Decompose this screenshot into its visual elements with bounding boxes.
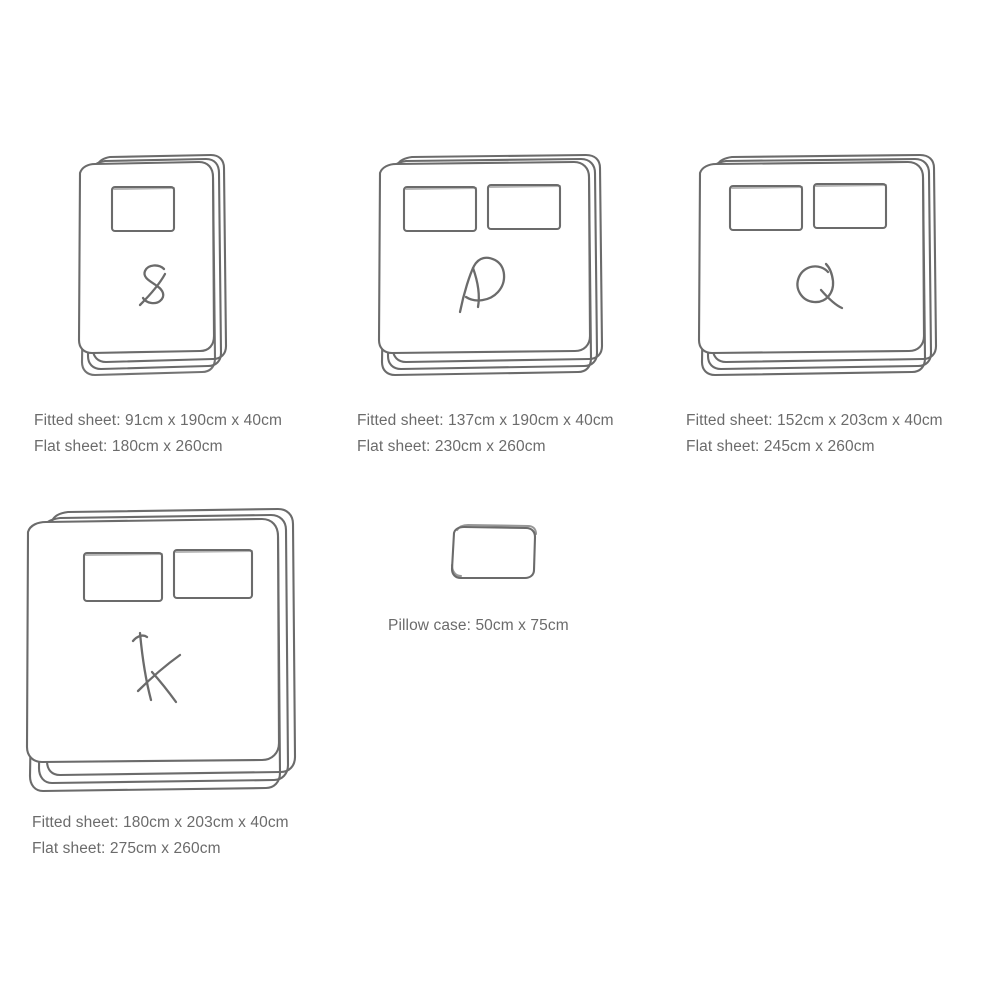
caption-double — [357, 408, 614, 460]
caption-line: Pillow case: 50cm x 75cm — [388, 617, 569, 634]
king-bed-drawing — [10, 495, 310, 795]
caption-line: Fitted sheet: 180cm x 203cm x 40cm — [32, 814, 289, 831]
caption-line: Flat sheet: 180cm x 260cm — [34, 438, 223, 455]
caption-line: Fitted sheet: 152cm x 203cm x 40cm — [686, 412, 943, 429]
caption-queen — [686, 408, 943, 460]
single-bed-drawing — [60, 140, 240, 385]
bed-illustration-double — [360, 140, 620, 385]
double-bed-drawing — [360, 140, 620, 385]
caption-line: Fitted sheet: 137cm x 190cm x 40cm — [357, 412, 614, 429]
caption-line: Fitted sheet: 91cm x 190cm x 40cm — [34, 412, 282, 429]
bed-illustration-single — [60, 140, 240, 385]
caption-line: Flat sheet: 245cm x 260cm — [686, 438, 875, 455]
caption-line: Flat sheet: 275cm x 260cm — [32, 840, 221, 857]
bed-illustration-queen — [680, 140, 955, 385]
pillow-case-drawing — [440, 515, 550, 595]
bed-illustration-king — [10, 495, 310, 795]
caption-line: Flat sheet: 230cm x 260cm — [357, 438, 546, 455]
pillow-case-illustration — [440, 515, 550, 595]
caption-single — [34, 408, 282, 460]
queen-bed-drawing — [680, 140, 955, 385]
caption-pillow — [388, 613, 569, 639]
caption-king — [32, 810, 289, 862]
